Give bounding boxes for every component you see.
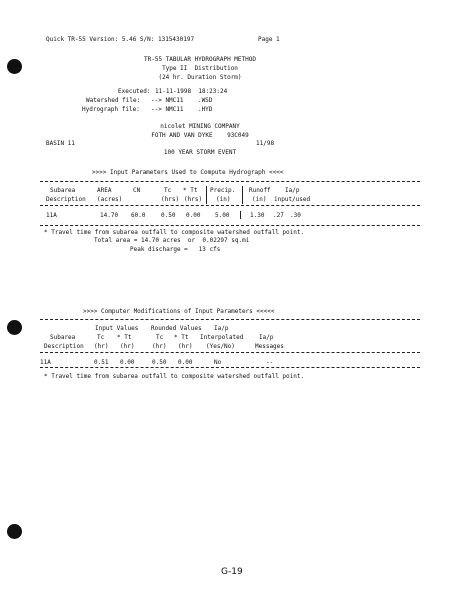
project-date: 11/98 [256,140,275,147]
s1-unit-precip: (in) [216,196,231,203]
s1-row-iap-input: .27 [273,212,284,219]
company-name: nicolet MINING COMPANY [160,123,240,130]
s1-header-divider-1 [206,186,207,204]
section2-rule-top [40,319,420,320]
s1-row-area: 14.70 [100,212,119,219]
s2-col-tt-in: * Tt [117,334,132,341]
section1-rule-bottom [40,225,420,226]
s1-total-area: Total area = 14.70 acres or 0.02297 sq.mi [94,237,250,244]
s1-col-precip: Precip. [210,187,236,194]
page-number: Page 1 [258,36,280,43]
s1-row-runoff: 1.30 [250,212,265,219]
hydrograph-file-value: --> NMC11 .HYD [151,106,213,113]
s1-col-tt: * Tt [183,187,198,194]
section1-rule-mid [40,205,420,206]
section2-heading: >>>> Computer Modifications of Input Parameters <<<<< [83,308,275,315]
s2-row-messages: -- [266,359,274,366]
footer-page-label: G-19 [221,567,243,577]
storm-duration: (24 hr. Duration Storm) [158,74,242,81]
watershed-file-value: --> NMC11 .WSD [151,97,213,104]
distribution-type: Type II Distribution [162,65,238,72]
s2-col-interpolated: Interpolated [200,334,244,341]
s1-unit-area: (acres) [97,196,123,203]
program-header: Quick TR-55 Version: 5.46 S/N: 1315430197 [46,36,195,43]
s1-col-subarea: Subarea [50,187,76,194]
storm-event: 100 YEAR STORM EVENT [163,149,237,156]
s2-unit-tt-r: (hr) [178,343,193,350]
s1-travel-note: * Travel time from subarea outfall to composite watershed outfall point. [44,229,305,236]
watershed-file-label: Watershed file: [86,97,141,104]
s1-row-tc: 0.50 [161,212,176,219]
s1-col-cn: CN [133,187,141,194]
s1-row-divider [240,211,241,219]
s2-unit-tt-in: (hr) [120,343,135,350]
binder-hole-middle [7,320,22,335]
s2-col-tt-r: * Tt [174,334,189,341]
s1-col-runoff: Runoff [249,187,271,194]
s1-row-desc: 11A [46,212,57,219]
binder-hole-top [7,59,22,74]
binder-hole-bottom [7,524,22,539]
s2-col-iap: Ia/p [259,334,274,341]
s1-col-description: Description [46,196,86,203]
s2-travel-note: * Travel time from subarea outfall to composite watershed outfall point. [44,373,305,380]
s2-unit-tc-r: (hr) [152,343,167,350]
section1-heading: >>>> Input Parameters Used to Compute Hydrograph <<<< [92,169,284,176]
s1-peak-discharge: Peak discharge = 13 cfs [130,246,221,253]
s2-group-rounded: Rounded Values [151,325,202,332]
s1-row-precip: 5.00 [215,212,230,219]
s1-row-iap-used: .30 [290,212,301,219]
s2-group-input: Input Values [95,325,139,332]
s1-col-iap: Ia/p [285,187,300,194]
report-title: TR-55 TABULAR HYDROGRAPH METHOD [144,56,256,63]
s1-unit-runoff: (in) [252,196,267,203]
s2-row-tt-in: 0.00 [120,359,135,366]
s2-col-description: Description [44,343,84,350]
s1-row-tt: 0.00 [186,212,201,219]
s1-header-divider-2 [242,186,243,204]
s2-row-desc: 11A [40,359,51,366]
s1-row-cn: 60.0 [131,212,146,219]
s1-col-area: AREA [97,187,112,194]
s2-group-iap: Ia/p [214,325,229,332]
section1-rule-top [40,181,420,182]
s1-col-tc: Tc [164,187,172,194]
section2-rule-bottom [40,367,420,368]
s1-unit-tt: (hrs) [184,196,203,203]
s2-row-tc-in: 0.51 [94,359,109,366]
s2-row-tc-r: 0.50 [152,359,167,366]
s2-row-interpolated: No [214,359,222,366]
s1-unit-iap: input/used [274,196,311,203]
s2-col-tc-r: Tc [156,334,164,341]
s2-unit-messages: Messages [255,343,284,350]
executed-value: 11-11-1998 18:23:24 [155,88,228,95]
s2-unit-tc-in: (hr) [94,343,109,350]
executed-label: Executed: [118,88,151,95]
basin-name: BASIN 11 [46,140,75,147]
section2-rule-mid [40,352,420,353]
s1-unit-tc: (hrs) [161,196,180,203]
s2-col-subarea: Subarea [50,334,76,341]
engineer-project: FOTH AND VAN DYKE 93C049 [151,132,249,139]
s2-col-tc-in: Tc [97,334,105,341]
s2-unit-interpolated: (Yes/No) [206,343,235,350]
s2-row-tt-r: 0.00 [178,359,193,366]
hydrograph-file-label: Hydrograph file: [82,106,140,113]
